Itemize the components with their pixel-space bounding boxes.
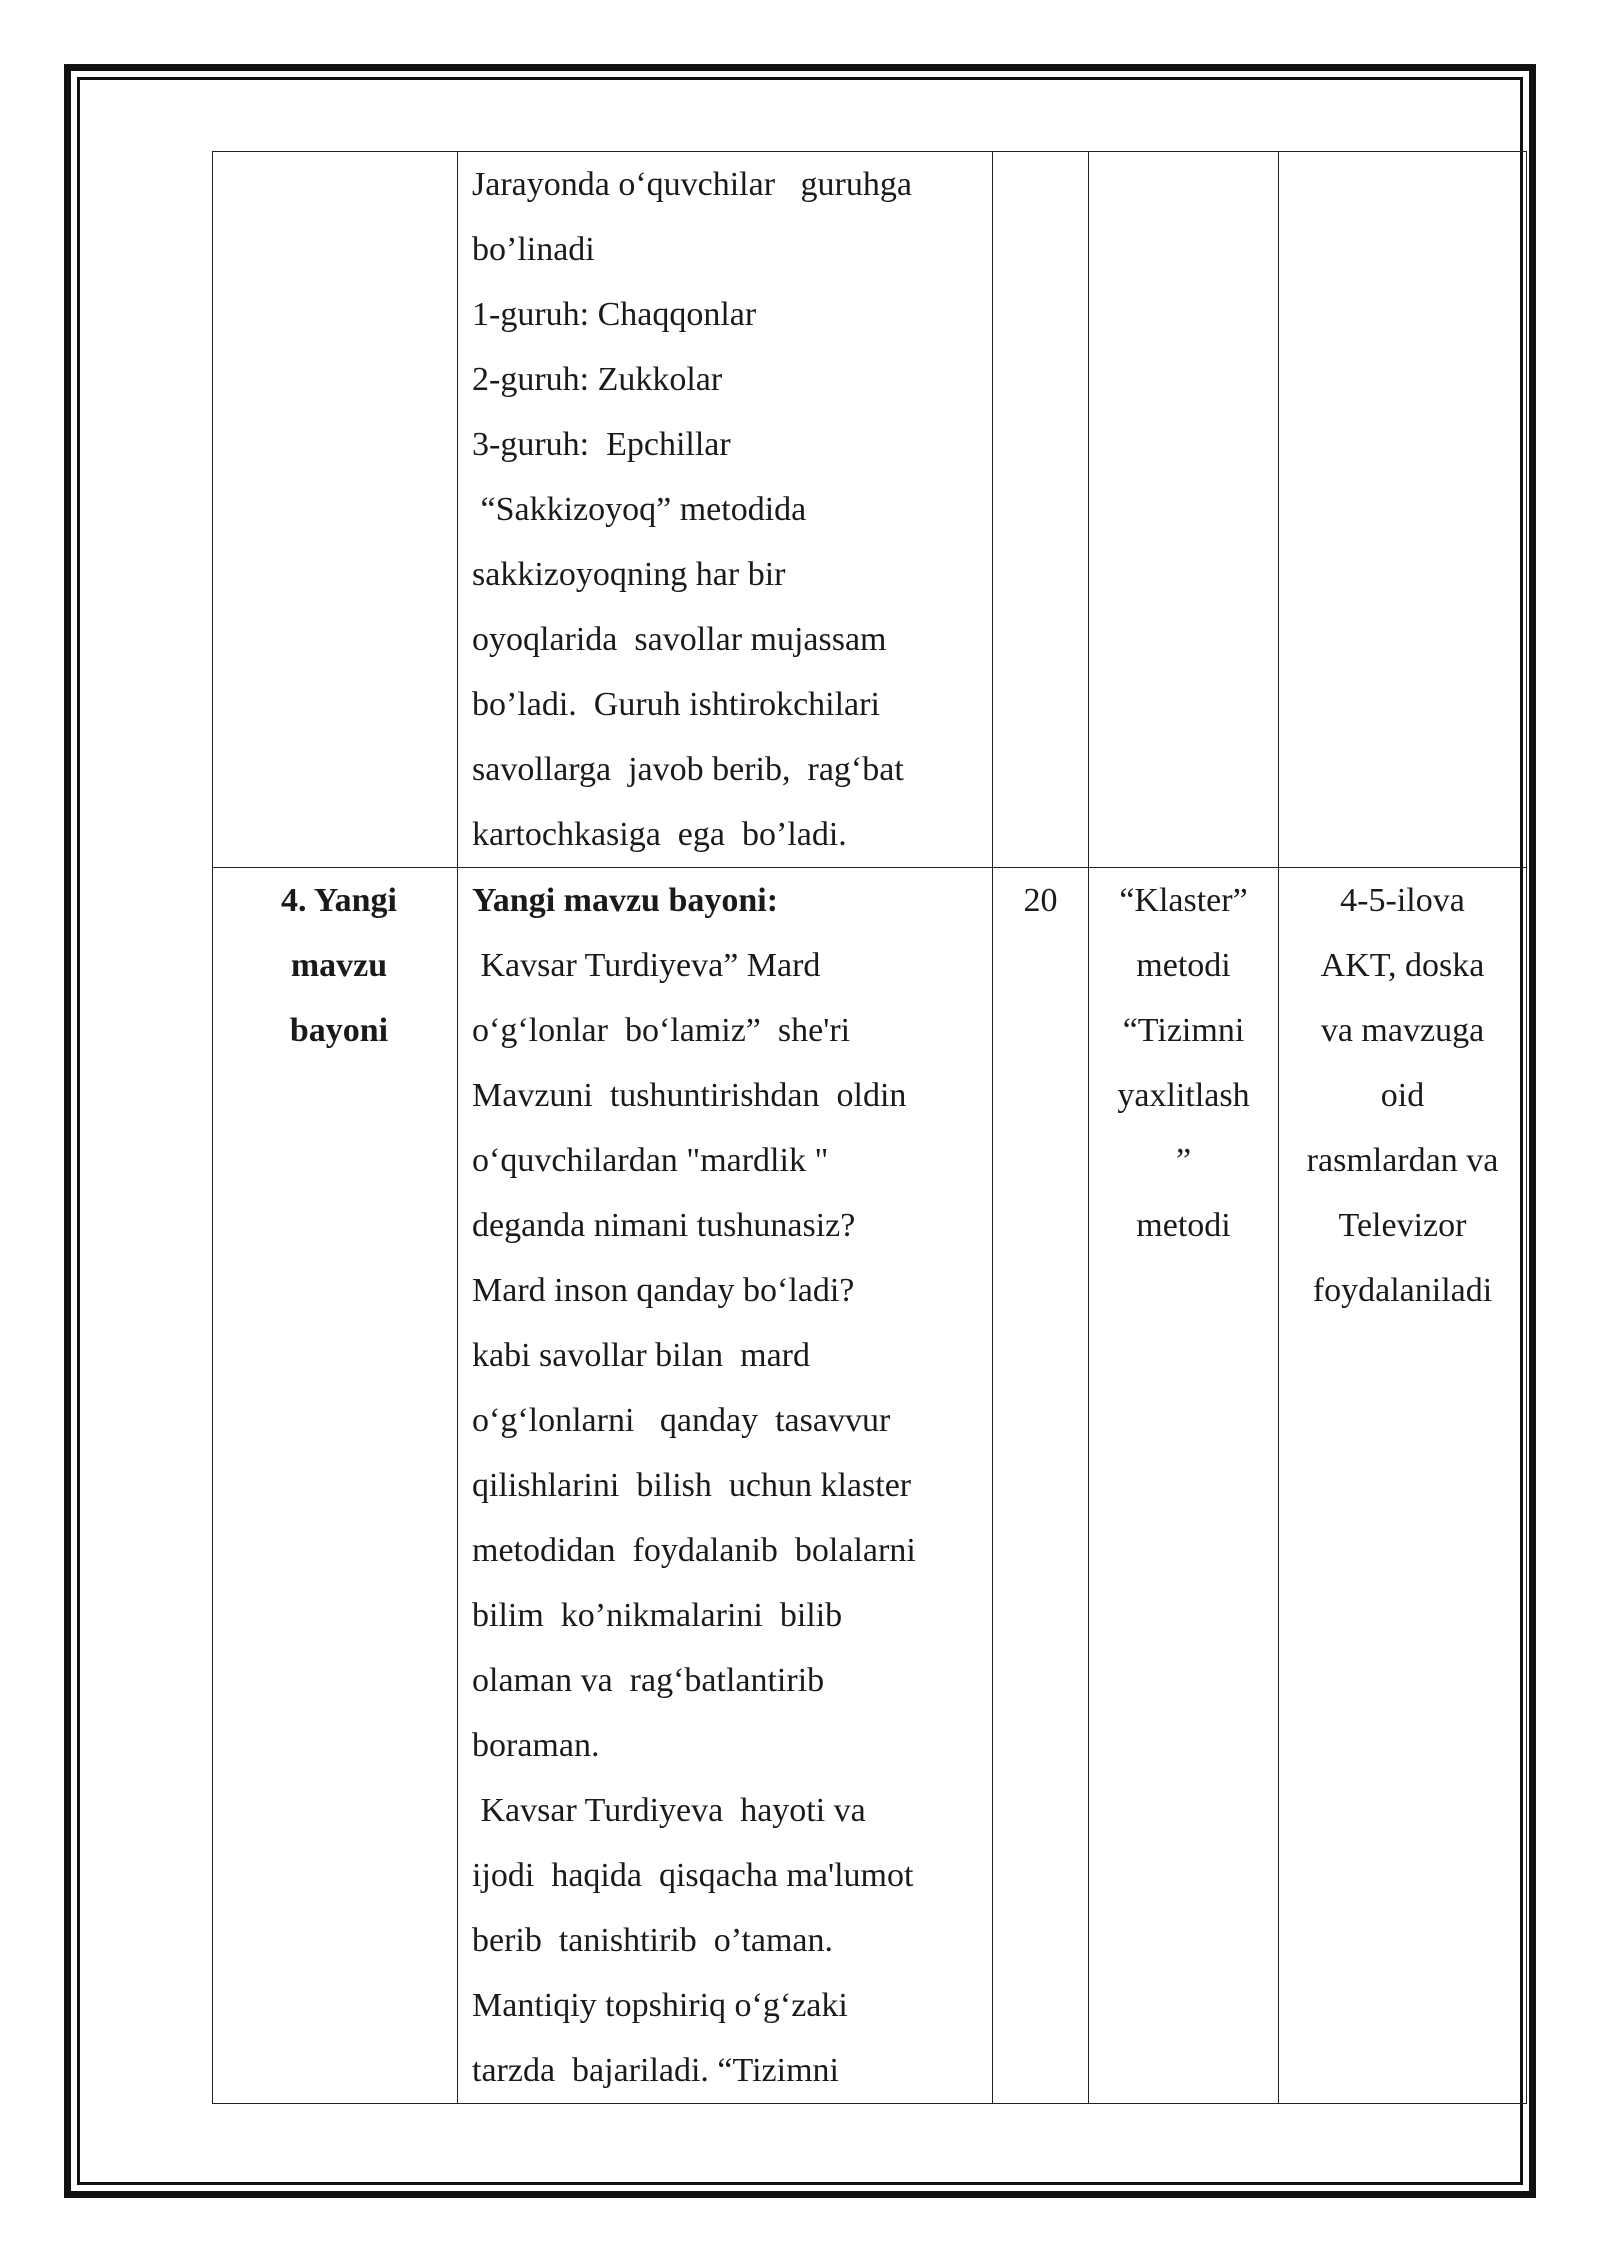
text-line: “Sakkizoyoq” metodida [472,491,807,528]
text-line: metodi [1136,947,1231,984]
activity-text [458,152,992,867]
text-line: Mard inson qanday bo‘ladi? [472,1272,855,1309]
resources-text [1279,868,1526,1323]
text-line: qilishlarini bilish uchun klaster [472,1467,912,1504]
text-line: o‘g‘lonlarni qanday tasavvur [472,1402,891,1439]
stage-cell [213,152,458,868]
resources-cell [1279,152,1527,868]
text-line: 3-guruh: Epchillar [472,426,731,463]
text-line: Televizor [1338,1207,1467,1244]
text-line: o‘quvchilardan "mardlik " [472,1142,829,1179]
text-line: bo’ladi. Guruh ishtirokchilari [472,686,880,723]
resources-cell [1279,868,1527,2104]
text-line: olaman va rag‘batlantirib [472,1662,825,1699]
method-text [1089,868,1278,1258]
text-line: AKT, doska [1320,947,1485,984]
text-line: 1-guruh: Chaqqonlar [472,296,757,333]
time-cell [993,868,1089,2104]
text-line: 2-guruh: Zukkolar [472,361,723,398]
text-line: deganda nimani tushunasiz? [472,1207,856,1244]
text-line: o‘g‘lonlar bo‘lamiz” she'ri [472,1012,851,1049]
text-line: Jarayonda o‘quvchilar guruhga [472,166,912,203]
table-row [213,152,1527,868]
text-line: metodidan foydalanib bolalarni [472,1532,916,1569]
text-line: “Klaster” [1119,882,1248,919]
text-line: oyoqlarida savollar mujassam [472,621,887,658]
text-line: rasmlardan va [1306,1142,1499,1179]
text-line: mavzu [290,947,388,984]
activity-text [458,868,992,2103]
text-line: kartochkasiga ega bo’ladi. [472,816,847,853]
time-value: 20 [1023,882,1058,919]
stage-cell [213,868,458,2104]
content-heading: Yangi mavzu bayoni: [472,882,779,919]
text-line: ” [1175,1142,1192,1179]
text-line: berib tanishtirib o’taman. [472,1922,834,1959]
text-line: bayoni [289,1012,389,1049]
text-line: foydalaniladi [1312,1272,1493,1309]
text-line: Kavsar Turdiyeva hayoti va [472,1792,866,1829]
text-line: Mavzuni tushuntirishdan oldin [472,1077,907,1114]
text-line: oid [1380,1077,1425,1114]
text-line: Kavsar Turdiyeva” Mard [472,947,821,984]
text-line: kabi savollar bilan mard [472,1337,811,1374]
text-line: savollarga javob berib, rag‘bat [472,751,904,788]
text-line: “Tizimni [1122,1012,1245,1049]
stage-title [213,868,457,1063]
text-line: va mavzuga [1320,1012,1485,1049]
text-line: 4-5-ilova [1340,882,1465,919]
activity-cell [458,152,993,868]
lesson-plan-table [212,151,1527,2104]
text-line: bilim ko’nikmalarini bilib [472,1597,843,1634]
text-line: sakkizoyoqning har bir [472,556,786,593]
text-line: tarzda bajariladi. “Tizimni [472,2052,839,2089]
text-line: boraman. [472,1727,600,1764]
text-line: ijodi haqida qisqacha ma'lumot [472,1857,914,1894]
text-line: Mantiqiy topshiriq o‘g‘zaki [472,1987,848,2024]
text-line: 4. Yangi [281,882,397,919]
table-row [213,868,1527,2104]
text-line: metodi [1136,1207,1231,1244]
activity-cell [458,868,993,2104]
text-line: bo’linadi [472,231,595,268]
method-cell [1089,868,1279,2104]
method-cell [1089,152,1279,868]
text-line: yaxlitlash [1117,1077,1250,1114]
time-cell [993,152,1089,868]
